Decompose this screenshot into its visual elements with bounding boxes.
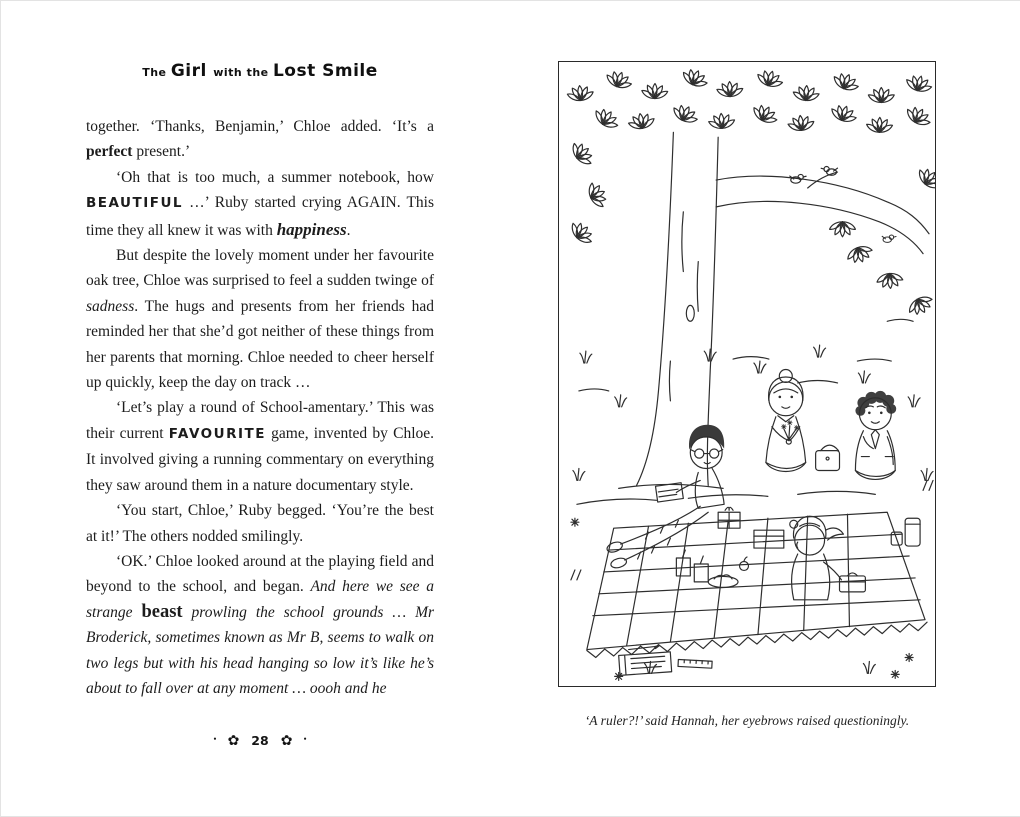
paragraph xyxy=(86,549,434,701)
text-run: sadness xyxy=(86,297,135,315)
text-run: And here we see a strange xyxy=(86,578,434,621)
paragraph xyxy=(86,243,434,395)
text-run: ‘You start, Chloe,’ Ruby begged. ‘You’re the best at it!’ The others nodded smilingly. xyxy=(86,502,434,545)
paragraph xyxy=(86,114,434,165)
picnic-illustration xyxy=(559,62,935,686)
chapter-header-text: Lost Smile xyxy=(272,61,378,81)
flower-ornament-left-icon: ✿ xyxy=(227,734,240,749)
chapter-header-text: The xyxy=(142,66,171,79)
footer-dot-right: • xyxy=(303,734,307,744)
text-run: FAVOURITE xyxy=(168,425,266,442)
text-run: ‘Oh that is too much, a summer notebook, how xyxy=(116,168,434,186)
chapter-header-text: with the xyxy=(213,66,273,79)
text-run: happiness xyxy=(276,219,347,239)
chapter-header-text: Girl xyxy=(170,61,214,81)
page-number: 28 xyxy=(251,733,269,748)
paragraph xyxy=(86,165,434,243)
text-run: …’ Ruby started crying AGAIN. This time they all knew it was with xyxy=(86,194,434,239)
flower-ornament-right-icon: ✿ xyxy=(280,734,293,749)
text-run: . xyxy=(346,221,351,239)
text-run: present.’ xyxy=(132,143,191,161)
text-run: ‘Let’s play a round of School-amentary.’ This was their current xyxy=(86,399,434,442)
text-run: together. ‘Thanks, Benjamin,’ Chloe added. ‘It’s a xyxy=(86,118,434,135)
text-run: perfect xyxy=(86,143,133,161)
text-run: . The hugs and presents from her friends had reminded her that she’d got neither of these things from her parents that morning. Chloe needed to cheer herself up quickly, keep the day on track … xyxy=(86,297,434,392)
chapter-header xyxy=(86,61,434,81)
footer-dot-left: • xyxy=(213,734,217,744)
text-run: prowling the school grounds … Mr Broderick, sometimes known as Mr B, seems to walk on two legs but with his head hanging so low it’s like he’s about to fall over at any moment … oooh and he xyxy=(86,603,435,697)
paragraph xyxy=(86,395,434,498)
text-run: beast xyxy=(141,601,183,622)
body-text xyxy=(86,114,434,701)
illustration-frame xyxy=(558,61,936,687)
text-run: BEAUTIFUL xyxy=(86,195,184,212)
text-run: But despite the lovely moment under her favourite oak tree, Chloe was surprised to feel a sudden twinge of xyxy=(86,247,434,290)
text-run: game, invented by Chloe. It involved giving a running commentary on everything they saw around them in a nature documentary style. xyxy=(86,424,435,494)
page-footer xyxy=(86,732,434,750)
text-run: ‘OK.’ Chloe looked around at the playing field and beyond to the school, and began. xyxy=(86,552,434,596)
paragraph xyxy=(86,498,434,549)
illustration-caption: ‘A ruler?!’ said Hannah, her eyebrows raised questioningly. xyxy=(584,713,910,728)
